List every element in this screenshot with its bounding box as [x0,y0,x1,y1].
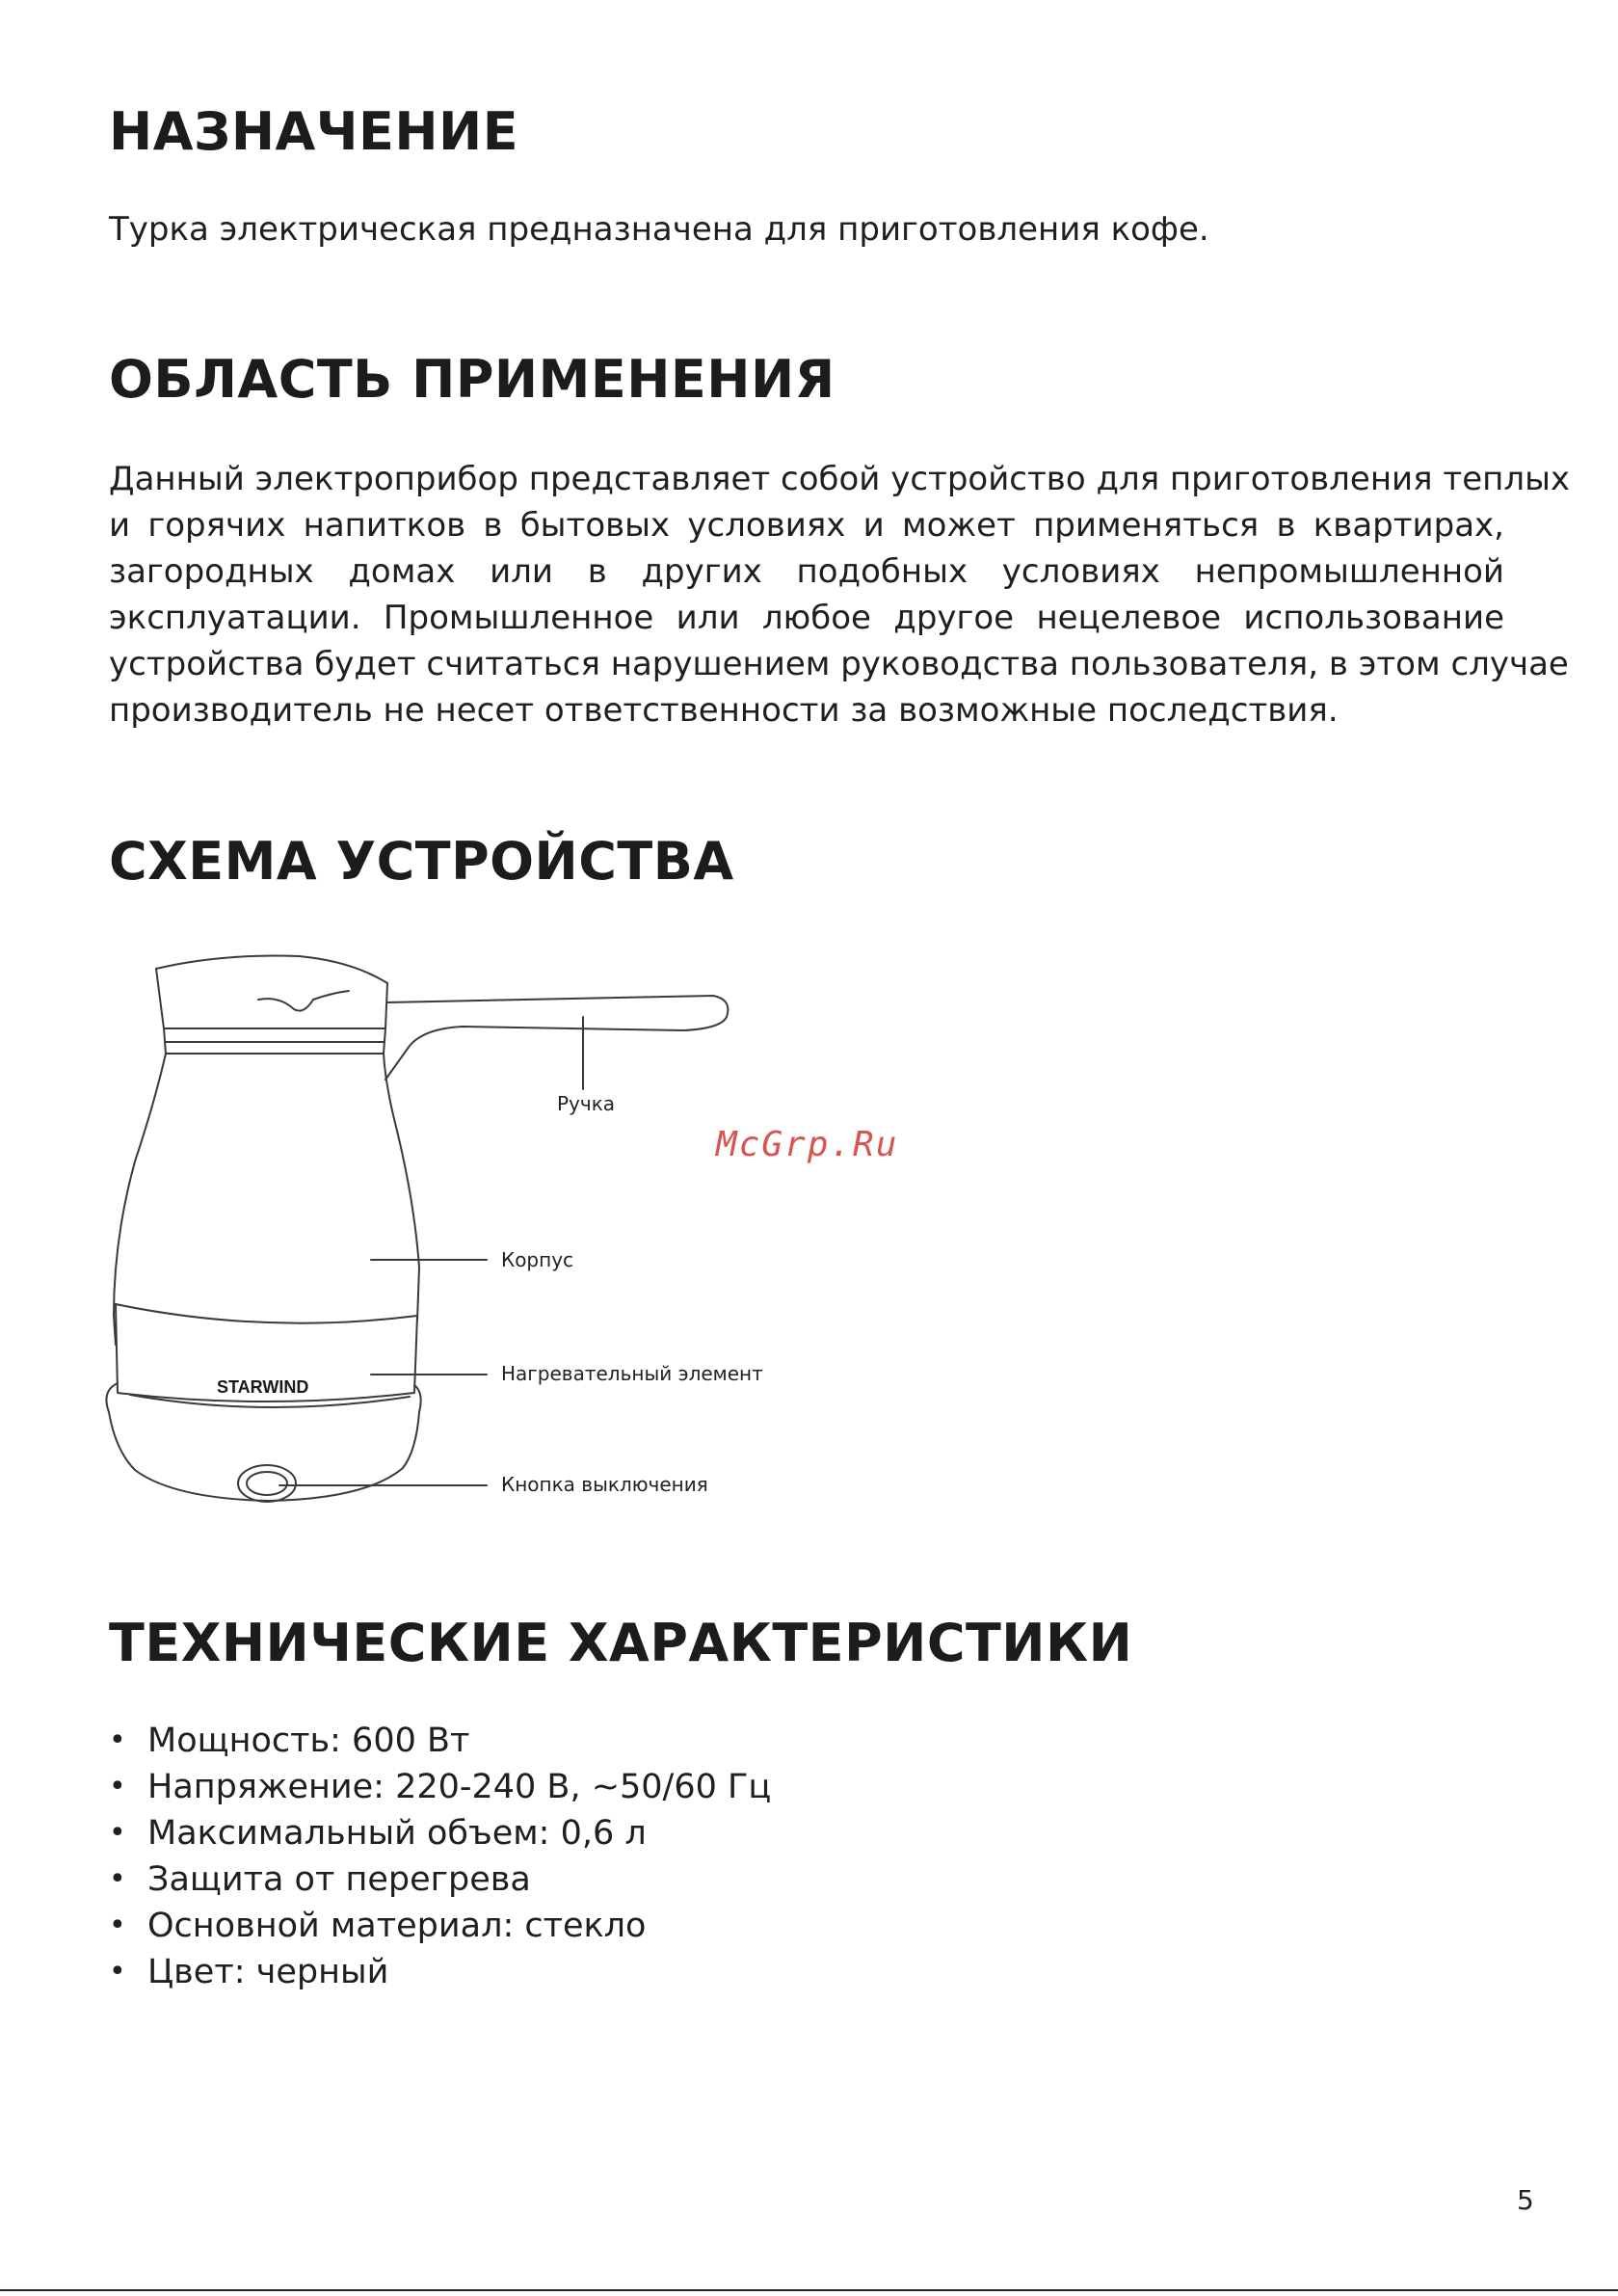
body-outline [114,1054,166,1345]
label-button: Кнопка выключения [501,1473,708,1496]
scope-line: загородных домах или в других подобных условиях непромышленной [109,552,1504,591]
list-item [109,1718,771,1764]
bullet: • [109,1816,126,1850]
list-item [109,1764,771,1810]
label-handle: Ручка [557,1092,616,1115]
rim-outline [156,956,387,983]
label-heater: Нагревательный элемент [501,1362,763,1385]
heading-diagram: СХЕМА УСТРОЙСТВА [109,831,734,892]
heading-purpose: НАЗНАЧЕНИЕ [109,101,519,162]
scope-paragraph [109,456,1571,734]
device-diagram [96,940,829,1533]
bottom-rule [0,2289,1618,2291]
scope-line: и горячих напитков в бытовых условиях и может применяться в квартирах, [109,506,1504,545]
scope-line: эксплуатации. Промышленное или любое другое нецелевое использование [109,599,1504,637]
scope-line: производитель не несет ответственности за возможные последствия. [109,691,1339,730]
spec-text: Мощность: 600 Вт [147,1722,470,1760]
heading-specs: ТЕХНИЧЕСКИЕ ХАРАКТЕРИСТИКИ [109,1613,1133,1673]
label-body: Корпус [501,1248,574,1271]
scope-line: устройства будет считаться нарушением руководства пользователя, в этом случае [109,645,1569,683]
purpose-text: Турка электрическая предназначена для приготовления кофе. [109,210,1209,249]
page-number: 5 [1517,2184,1534,2216]
bullet: • [109,1770,126,1803]
bullet: • [109,1955,126,1989]
specs-list [109,1718,771,1995]
spec-text: Защита от перегрева [147,1860,531,1899]
watermark: McGrp.Ru [716,1125,899,1164]
brand-logo: STARWIND [217,1377,309,1397]
heading-scope: ОБЛАСТЬ ПРИМЕНЕНИЯ [109,349,836,410]
spec-text: Максимальный объем: 0,6 л [147,1814,647,1853]
list-item [109,1903,771,1949]
list-item [109,1810,771,1856]
spec-text: Напряжение: 220-240 В, ~50/60 Гц [147,1768,772,1806]
spec-text: Цвет: черный [147,1953,389,1991]
bullet: • [109,1909,126,1942]
heater-band [116,1304,417,1323]
spec-text: Основной материал: стекло [147,1907,647,1945]
turka-drawing [96,940,829,1533]
bullet: • [109,1862,126,1896]
spout [258,991,349,1011]
list-item [109,1949,771,1995]
handle-outline [385,996,728,1080]
bullet: • [109,1723,126,1757]
scope-line: Данный электроприбор представляет собой устройство для приготовления теплых [109,460,1571,498]
list-item [109,1856,771,1903]
